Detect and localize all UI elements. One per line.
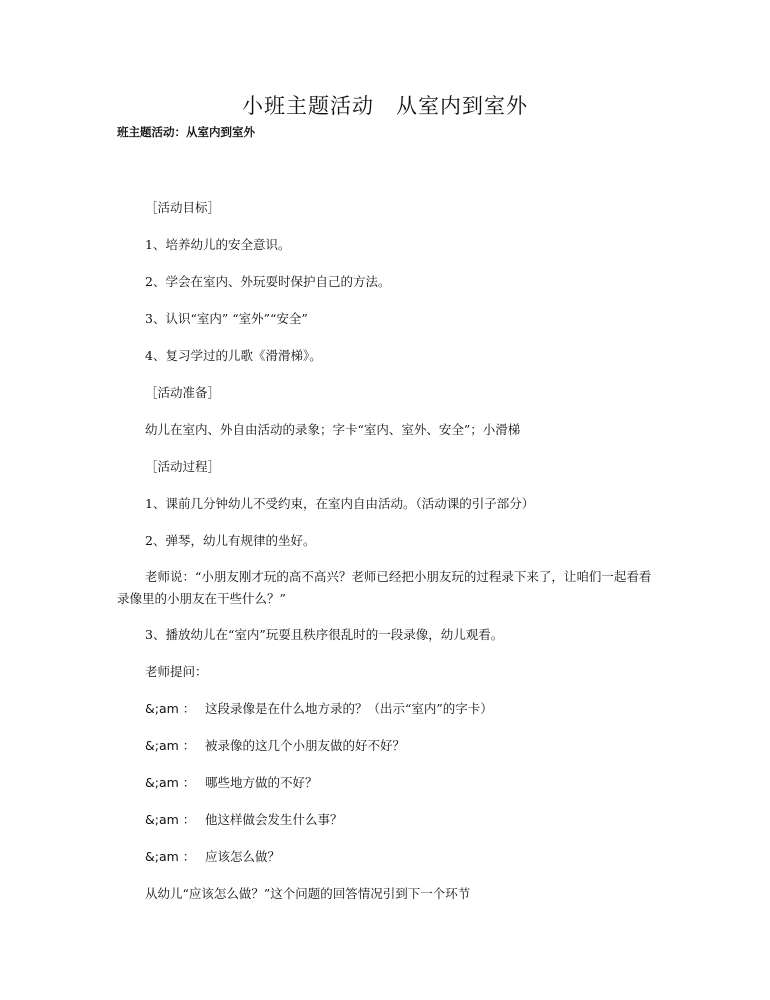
question-bullet: &;am ： (145, 701, 196, 716)
question-text: 应该怎么做？ (205, 849, 281, 864)
preparation-text: 幼儿在室内、外自由活动的录象；字卡“室内、室外、安全”；小滑梯 (145, 422, 521, 437)
goal-item-4: 4、复习学过的儿歌《滑滑梯》。 (145, 348, 322, 363)
goal-item-3: 3、认识“室内” “室外”“安全” (145, 311, 308, 326)
question-bullet: &;am ： (145, 775, 196, 790)
document-title: 小班主题活动 从室内到室外 (242, 94, 528, 118)
process-step-1: 1、课前几分钟幼儿不受约束，在室内自由活动。（活动课的引子部分） (145, 496, 535, 511)
question-item-3 (145, 773, 318, 791)
question-bullet: &;am ： (145, 812, 196, 827)
question-text: 哪些地方做的不好？ (205, 775, 318, 790)
question-text: 这段录像是在什么地方录的？（出示“室内”的字卡） (205, 701, 493, 716)
question-item-4 (145, 810, 343, 828)
process-step-2: 2、弹琴，幼儿有规律的坐好。 (145, 533, 316, 548)
question-text: 他这样做会发生什么事？ (205, 812, 343, 827)
transition-text: 从幼儿“应该怎么做？”这个问题的回答情况引到下一个环节 (145, 886, 471, 901)
process-step-3: 3、播放幼儿在“室内”玩耍且秩序很乱时的一段录像，幼儿观看。 (145, 627, 504, 642)
goal-item-2: 2、学会在室内、外玩耍时保护自己的方法。 (145, 274, 391, 289)
section-heading-process: ［活动过程］ (145, 459, 221, 474)
question-item-1 (145, 699, 493, 717)
teacher-asks-label: 老师提问： (145, 664, 208, 679)
question-bullet: &;am ： (145, 738, 196, 753)
section-heading-goals: ［活动目标］ (145, 200, 221, 215)
document-subtitle: 班主题活动：从室内到室外 (117, 125, 255, 139)
question-item-5 (145, 847, 280, 865)
section-heading-preparation: ［活动准备］ (145, 385, 221, 400)
goal-item-1: 1、培养幼儿的安全意识。 (145, 237, 291, 252)
question-bullet: &;am ： (145, 849, 196, 864)
question-text: 被录像的这几个小朋友做的好不好？ (205, 738, 406, 753)
teacher-says-paragraph: 老师说：“小朋友刚才玩的高不高兴？老师已经把小朋友玩的过程录下来了，让咱们一起看看录像里的小朋友在干些什么？” (117, 569, 652, 606)
question-item-2 (145, 736, 405, 754)
